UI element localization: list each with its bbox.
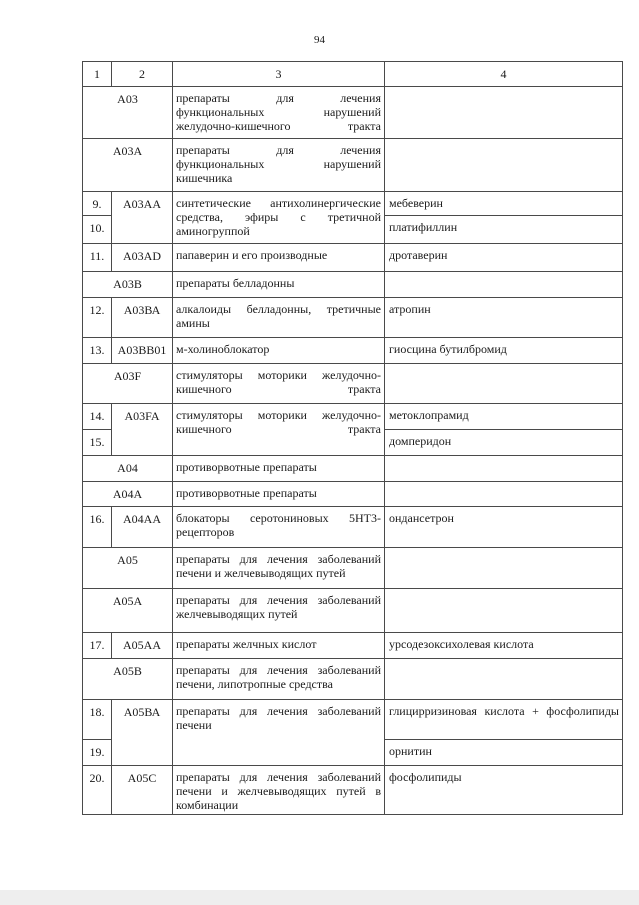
atc-code: А05АА (112, 633, 173, 659)
drug-name-empty (385, 272, 623, 298)
row-number: 13. (83, 338, 112, 364)
group-description: препараты желчных кислот (173, 633, 385, 659)
table-row-a04a (83, 482, 623, 507)
row-number: 18. (83, 700, 112, 740)
row-number: 12. (83, 298, 112, 338)
bottom-strip (0, 890, 639, 905)
atc-code: А05А (83, 589, 173, 633)
atc-code: А04 (83, 456, 173, 482)
atc-code: А03AD (112, 244, 173, 272)
drug-name-empty (385, 548, 623, 589)
drug-name: мебеверин (385, 192, 623, 216)
row-number: 14. (83, 404, 112, 430)
atc-code: А03F (83, 364, 173, 404)
atc-code: А05 (83, 548, 173, 589)
row-number: 16. (83, 507, 112, 548)
group-description: синтетические антихолинергические средства, эфиры с третичной аминогруппой (173, 192, 385, 244)
header-col-2: 2 (112, 62, 173, 87)
atc-code: А04А (83, 482, 173, 507)
table-row-a05b (83, 659, 623, 700)
drug-name-empty (385, 87, 623, 139)
drug-name: атропин (385, 298, 623, 338)
atc-code: А03 (83, 87, 173, 139)
drug-name: домперидон (385, 430, 623, 456)
row-number: 17. (83, 633, 112, 659)
page-number: 94 (314, 34, 325, 46)
table-row-13 (83, 338, 623, 364)
group-description: противорвотные препараты (173, 456, 385, 482)
group-description: препараты для лечения функциональных нарушений кишечника (173, 139, 385, 192)
atc-code: A03FA (112, 404, 173, 456)
drug-name-empty (385, 482, 623, 507)
group-description: препараты для лечения заболеваний печени и желчевыводящих путей (173, 548, 385, 589)
atc-code: А05С (112, 766, 173, 815)
group-description: препараты для лечения заболеваний желчевыводящих путей (173, 589, 385, 633)
table-row-17 (83, 633, 623, 659)
table-row-a03b (83, 272, 623, 298)
table-row-12 (83, 298, 623, 338)
row-number: 10. (83, 216, 112, 244)
row-number: 19. (83, 740, 112, 766)
row-number: 20. (83, 766, 112, 815)
drug-name: платифиллин (385, 216, 623, 244)
drug-name-empty (385, 659, 623, 700)
header-col-3: 3 (173, 62, 385, 87)
drug-name-empty (385, 456, 623, 482)
group-description: противорвотные препараты (173, 482, 385, 507)
drug-name: метоклопрамид (385, 404, 623, 430)
group-description: препараты для лечения функциональных нарушений желудочно-кишечного тракта (173, 87, 385, 139)
group-description: препараты для лечения заболеваний печени (173, 700, 385, 766)
group-description: папаверин и его производные (173, 244, 385, 272)
drug-name: ондансетрон (385, 507, 623, 548)
drug-name: орнитин (385, 740, 623, 766)
table-row-a05a (83, 589, 623, 633)
header-row (83, 62, 623, 87)
atc-code: А03А (83, 139, 173, 192)
row-number: 11. (83, 244, 112, 272)
group-description: стимуляторы моторики желудочно-кишечного тракта (173, 404, 385, 456)
atc-code: А04АА (112, 507, 173, 548)
group-description: стимуляторы моторики желудочно-кишечного тракта (173, 364, 385, 404)
drug-name: дротаверин (385, 244, 623, 272)
group-description: препараты для лечения заболеваний печени, липотропные средства (173, 659, 385, 700)
atc-code: А03ВА (112, 298, 173, 338)
table-row-20 (83, 766, 623, 815)
group-description: препараты для лечения заболеваний печени и желчевыводящих путей в комбинации (173, 766, 385, 815)
drug-name-empty (385, 364, 623, 404)
drug-name: гиосцина бутилбромид (385, 338, 623, 364)
group-description: препараты белладонны (173, 272, 385, 298)
atc-code: А03ВВ01 (112, 338, 173, 364)
atc-code: А03В (83, 272, 173, 298)
atc-code: А03АА (112, 192, 173, 244)
atc-code: А05В (83, 659, 173, 700)
table-row-16 (83, 507, 623, 548)
atc-code: А05ВА (112, 700, 173, 766)
header-col-1: 1 (83, 62, 112, 87)
table-row-a04 (83, 456, 623, 482)
drug-name: урсодезоксихолевая кислота (385, 633, 623, 659)
group-description: м-холиноблокатор (173, 338, 385, 364)
drug-name: глицирризиновая кислота + фосфолипиды (385, 700, 623, 740)
table-row-a05 (83, 548, 623, 589)
group-description: алкалоиды белладонны, третичные амины (173, 298, 385, 338)
header-col-4: 4 (385, 62, 623, 87)
table-row-a03 (83, 87, 623, 139)
table-row-9 (83, 192, 623, 216)
drug-name: фосфолипиды (385, 766, 623, 815)
row-number: 9. (83, 192, 112, 216)
drug-name-empty (385, 589, 623, 633)
table-row-18 (83, 700, 623, 740)
table-row-a03a (83, 139, 623, 192)
table-row-11 (83, 244, 623, 272)
drug-table (82, 61, 623, 815)
group-description: блокаторы серотониновых 5НТ3-рецепторов (173, 507, 385, 548)
table-row-a03f (83, 364, 623, 404)
row-number: 15. (83, 430, 112, 456)
drug-name-empty (385, 139, 623, 192)
table-row-14 (83, 404, 623, 430)
